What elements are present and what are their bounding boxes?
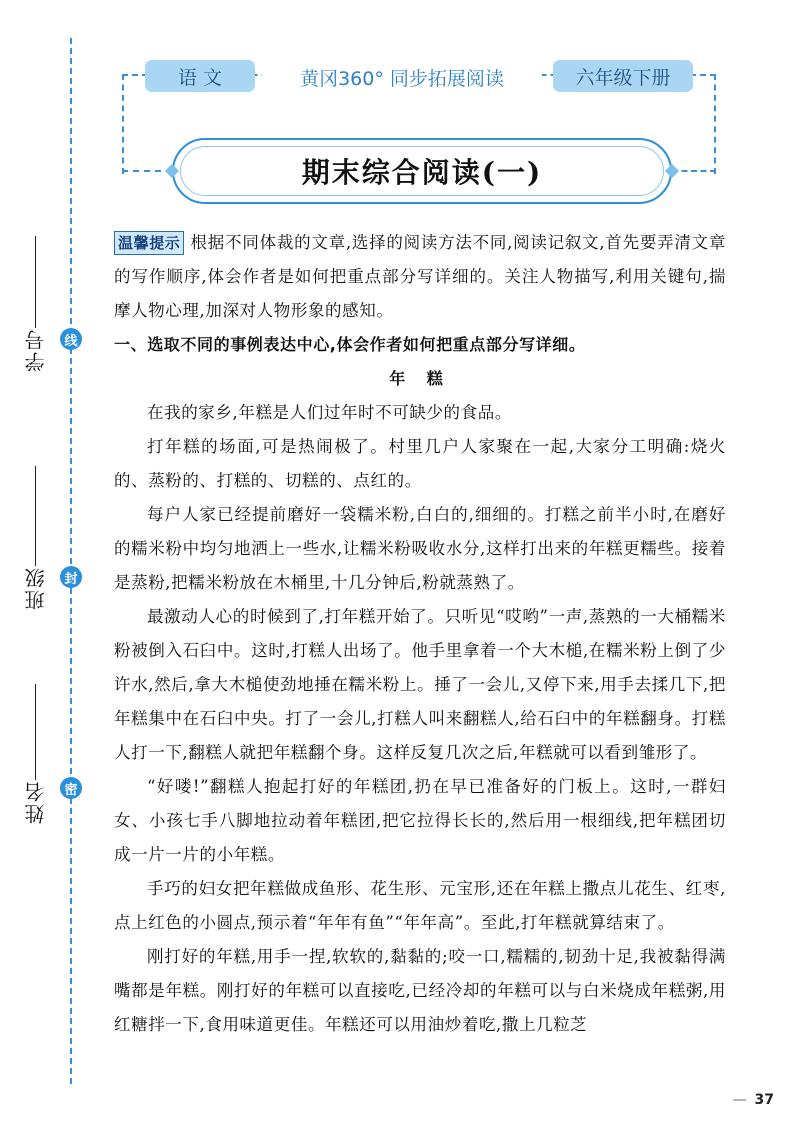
- seal-seal: 封: [60, 566, 82, 588]
- page-content: [114, 226, 726, 1042]
- student-id-field: [22, 232, 48, 372]
- class-field: [22, 462, 48, 610]
- grade-pill: 六年级下册: [553, 60, 693, 92]
- page-number-value: 37: [754, 1092, 774, 1108]
- essay-paragraph: 打年糕的场面,可是热闹极了。村里几户人家聚在一起,大家分工明确:烧火的、蒸粉的、打糕的、切糕的、点红的。: [114, 437, 726, 490]
- seal-line: 线: [60, 328, 82, 350]
- binding-dashed-line: [70, 38, 72, 1084]
- title-box: [172, 138, 672, 204]
- name-field: [22, 680, 48, 824]
- tip-block: [114, 226, 726, 328]
- seal-secret: 密: [60, 777, 82, 799]
- essay-paragraph: 在我的家乡,年糕是人们过年时不可缺少的食品。: [147, 403, 512, 422]
- page-title: 期末综合阅读(一): [301, 156, 543, 189]
- section-heading: 一、选取不同的事例表达中心,体会作者如何把重点部分写详细。: [114, 335, 586, 354]
- essay-paragraph: “好喽!”翻糕人抱起打好的年糕团,扔在早已准备好的门板上。这时,一群妇女、小孩七手八脚地拉动着年糕团,把它拉得长长的,然后用一根细线,把年糕团切成一片一片的小年糕。: [114, 777, 726, 864]
- name-underline: [35, 684, 36, 780]
- class-label: 班级: [23, 566, 48, 610]
- student-id-underline: [35, 236, 36, 328]
- essay-paragraph: 手巧的妇女把年糕做成鱼形、花生形、元宝形,还在年糕上撒点儿花生、红枣,点上红色的小圆点,预示着“年年有鱼”“年年高”。至此,打年糕就算结束了。: [114, 879, 726, 932]
- name-label: 姓名: [23, 780, 48, 824]
- page-number-dash: —: [732, 1092, 747, 1108]
- tip-badge: 温馨提示: [114, 231, 184, 255]
- essay-title: 年 糕: [389, 369, 451, 388]
- essay-paragraph: 每户人家已经提前磨好一袋糯米粉,白白的,细细的。打糕之前半小时,在磨好的糯米粉中均匀地洒上一些水,让糯米粉吸收水分,这样打出来的年糕更糯些。接着是蒸粉,把糯米粉放在木桶里,十几分钟后,粉就蒸熟了。: [114, 505, 726, 592]
- page-number: [733, 1092, 774, 1108]
- series-name: 黄冈360° 同步拓展阅读: [262, 62, 542, 92]
- subject-pill: 语 文: [145, 60, 255, 92]
- class-underline: [35, 466, 36, 566]
- student-id-label: 学号: [23, 328, 48, 372]
- essay-paragraph: 刚打好的年糕,用手一捏,软软的,黏黏的;咬一口,糯糯的,韧劲十足,我被黏得满嘴都是年糕。刚打好的年糕可以直接吃,已经冷却的年糕可以与白米烧成年糕粥,用红糖拌一下,食用味道更佳。年糕还可以用油炒着吃,撒上几粒芝: [114, 947, 726, 1034]
- essay-paragraph: 最激动人心的时候到了,打年糕开始了。只听见“哎哟”一声,蒸熟的一大桶糯米粉被倒入石臼中。这时,打糕人出场了。他手里拿着一个大木槌,在糯米粉上倒了少许水,然后,拿大木槌使劲地捶在糯米粉上。捶了一会儿,又停下来,用手去揉几下,把年糕集中在石臼中央。打了一会儿,打糕人叫来翻糕人,给石臼中的年糕翻身。打糕人打一下,翻糕人就把年糕翻个身。这样反复几次之后,年糕就可以看到雏形了。: [114, 607, 726, 762]
- tip-text: 根据不同体裁的文章,选择的阅读方法不同,阅读记叙文,首先要弄清文章的写作顺序,体会作者是如何把重点部分写详细的。关注人物描写,利用关键句,揣摩人物心理,加深对人物形象的感知。: [114, 233, 726, 320]
